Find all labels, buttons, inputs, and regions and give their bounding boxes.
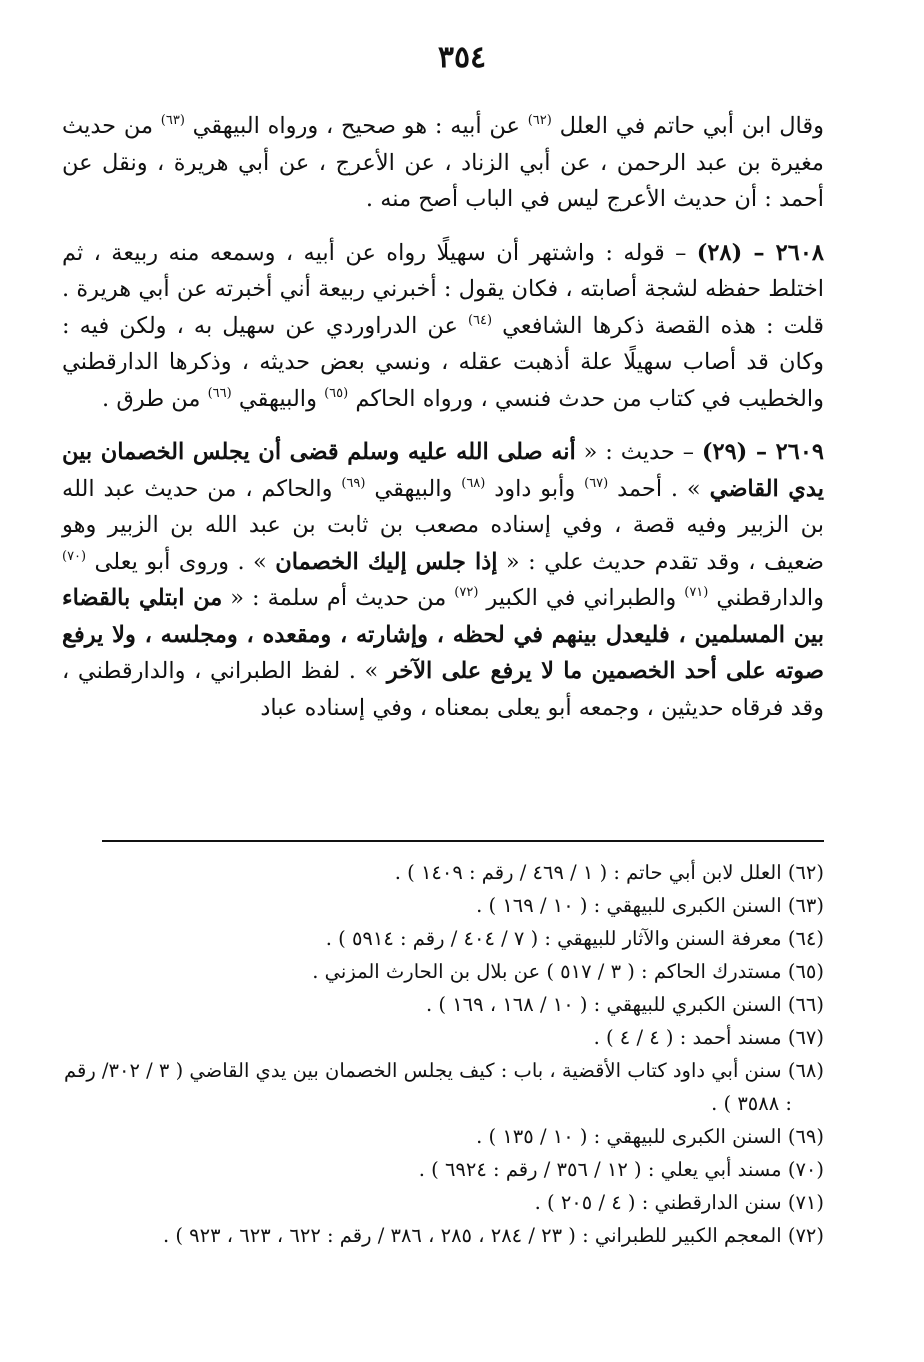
paragraph-text: » . وروى أبو يعلى [86,548,276,575]
footnote-reference: (٦٥) [324,385,349,401]
paragraph-text: » . لفظ الطبراني ، والدارقطني ، وقد فرقاه حديثين ، وجمعه أبو يعلى بمعناه ، وفي إسناده عباد [62,658,824,721]
footnote: (٦٨) سنن أبي داود كتاب الأقضية ، باب : كيف يجلس الخصمان بين يدي القاضي ( ٣ / ٣٠٢/ رقم : ٣٥٨٨ ) . [64,1059,824,1115]
footnote: (٦٥) مستدرك الحاكم : ( ٣ / ٥١٧ ) عن بلال بن الحارث المزني . [312,960,824,983]
footnote-reference: (٦٩) [341,475,366,491]
paragraph-text: من طرق . [102,385,208,412]
paragraph-text: من حديث مغيرة بن عبد الرحمن ، عن أبي الزناد ، عن الأعرج ، عن أبي هريرة ، ونقل عن أحمد : أن حديث الأعرج ليس في الباب أصح منه . [62,113,824,212]
hadith-quote: أنه صلى الله عليه وسلم قضى أن يجلس الخصمان بين يدي القاضي [62,439,824,502]
paragraph-text: عن أبيه : هو صحيح ، ورواه البيهقي [184,113,528,139]
paragraph-text: – قوله : واشتهر أن سهيلًا رواه عن أبيه ، وسمعه منه ربيعة ، ثم اختلط حفظه لشجة أصابته ، فكان يقول : أخبرني ربيعة أني أخبرته عن أبي هريرة . قلت : هذه القصة ذكرها الشافعي [62,239,824,339]
paragraph-text: والدارقطني [708,585,825,611]
footnote: (٦٧) مسند أحمد : ( ٤ / ٤ ) . [593,1026,824,1049]
paragraph-text: والحاكم ، من حديث عبد الله بن الزبير وفيه قصة ، وفي إسناده مصعب بن ثابت بن عبد الله بن الزبير وهو ضعيف ، وقد تقدم حديث علي : « [62,475,825,575]
paragraph [62,108,824,218]
paragraph [62,235,824,418]
paragraph [62,434,824,726]
paragraph-text: عن الدراوردي عن سهيل به ، ولكن فيه : وكان قد أصاب سهيلًا علة أذهبت عقله ، ونسي بعض حديثه ، وذكرها الدارقطني والخطيب في كتاب من حدث فنسي ، ورواه الحاكم [62,312,824,412]
hadith-quote: من ابتلي بالقضاء بين المسلمين ، فليعدل بينهم في لحظه ، وإشارته ، ومقعده ، ومجلسه ، ولا يرفع صوته على أحد الخصمين ما لا يرفع على الآخر [62,585,824,684]
footnote-reference: (٦٣) [160,113,185,128]
footnotes [62,856,824,1252]
footnote-reference: (٦٧) [584,475,609,491]
paragraph-text: – حديث : « [575,439,702,465]
paragraph-text: والبيهقي [231,385,325,412]
entry-number: ٢٦٠٨ – (٢٨) [696,239,825,266]
page-number: ٣٥٤ [437,40,487,75]
footnote: (٦٦) السنن الكبري للبيهقي : ( ١٠ / ١٦٨ ، ١٦٩ ) . [426,993,824,1016]
footnote-reference: (٧٠) [62,548,87,564]
footnote-reference: (٧٢) [454,585,479,600]
footnote-reference: (٦٤) [467,312,493,328]
paragraph-text: » . أحمد [608,475,710,502]
footnote: (٦٢) العلل لابن أبي حاتم : ( ١ / ٤٦٩ / رقم : ١٤٠٩ ) . [394,861,824,884]
footnote: (٧٠) مسند أبي يعلي : ( ١٢ / ٣٥٦ / رقم : ٦٩٢٤ ) . [418,1158,824,1181]
paragraph-text: من حديث أم سلمة : « [222,585,455,611]
entry-number: ٢٦٠٩ – (٢٩) [701,439,825,465]
footnote-separator [102,840,824,842]
footnote-reference: (٦٦) [207,385,232,401]
footnote-reference: (٧١) [684,585,709,600]
footnote: (٦٤) معرفة السنن والآثار للبيهقي : ( ٧ / ٤٠٤ / رقم : ٥٩١٤ ) . [325,927,824,950]
hadith-quote: إذا جلس إليك الخصمان [275,548,498,575]
paragraph-text: والبيهقي [365,475,462,502]
footnote: (٦٣) السنن الكبرى للبيهقي : ( ١٠ / ١٦٩ ) . [476,894,824,917]
main-text [62,108,824,743]
paragraph-text: وأبو داود [485,475,585,502]
footnote: (٧٢) المعجم الكبير للطبراني : ( ٢٣ / ٢٨٤ ، ٢٨٥ ، ٣٨٦ / رقم : ٦٢٢ ، ٦٢٣ ، ٩٢٣ ) . [162,1224,824,1247]
footnote-reference: (٦٨) [461,475,486,491]
footnote: (٦٩) السنن الكبرى للبيهقي : ( ١٠ / ١٣٥ ) . [476,1125,824,1148]
paragraph-text: وقال ابن أبي حاتم في العلل [551,113,825,139]
footnote-reference: (٦٢) [527,113,552,128]
paragraph-text: والطبراني في الكبير [478,585,685,611]
footnote: (٧١) سنن الدارقطني : ( ٤ / ٢٠٥ ) . [534,1191,824,1214]
